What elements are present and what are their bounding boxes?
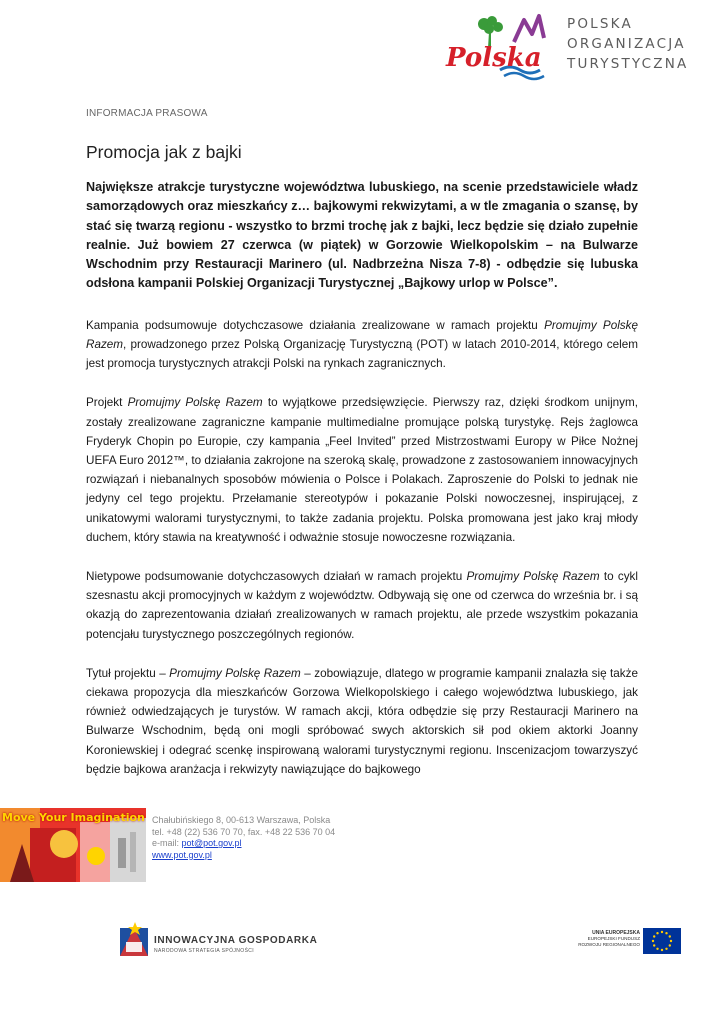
eu-flag-icon <box>643 928 681 954</box>
email-link[interactable]: pot@pot.gov.pl <box>181 838 242 848</box>
eu-fund-label <box>558 930 640 948</box>
article-body <box>86 178 638 799</box>
innovative-economy-subtitle: NARODOWA STRATEGIA SPÓJNOŚCI <box>154 948 255 954</box>
org-line: ORGANIZACJA <box>567 36 686 52</box>
phone-line: tel. +48 (22) 536 70 70, fax. +48 22 536 70 04 <box>152 826 336 837</box>
text-run: Nietypowe podsumowanie dotychczasowych działań w ramach projektu <box>86 570 467 584</box>
campaign-artwork <box>0 808 146 882</box>
text-run: to cykl szesnastu akcji promocyjnych w każdym z województw. Odbywają się one od czerwca do września br. i są okazją do zaprezentowania działań zrealizowanych w ramach projektu, ale przede wszystkim pokazania potencjału turystycznego poszczególnych regionów. <box>86 570 638 641</box>
website-link[interactable]: www.pot.gov.pl <box>152 849 212 860</box>
polska-logo <box>444 12 554 84</box>
mountain-icon <box>514 16 544 42</box>
project-name: Promujmy Polskę Razem <box>169 666 301 680</box>
website-line <box>152 850 335 862</box>
contact-block <box>152 815 335 861</box>
eu-line: UNIA EUROPEJSKA <box>592 930 640 936</box>
project-name: Promujmy Polskę Razem <box>466 570 600 584</box>
eu-line: EUROPEJSKI FUNDUSZ <box>587 936 640 941</box>
paragraph <box>86 664 638 779</box>
eu-line: ROZWOJU REGIONALNEGO <box>578 942 640 947</box>
innovative-economy-logo-icon <box>118 922 152 958</box>
paragraph <box>86 316 638 374</box>
paragraph <box>86 567 638 644</box>
project-name: Promujmy Polskę Razem <box>127 396 263 410</box>
text-run: to wyjątkowe przedsięwzięcie. Pierwszy raz, dzięki środkom unijnym, zostały zrealizowane zagraniczne kampanie multimedialne promujące polską turystykę. Rejs żaglowca Fryderyk Chopin po Europie, czy kampania „Feel Invited” przed Mistrzostwami Europy w Piłce Nożnej UEFA Euro 2012™, to działania zakrojone na szeroką skalę, prowadzone z zastosowaniem innowacyjnych rozwiązań i niebanalnych sposobów mówienia o Polsce i Polakach. Zaproszenie do Polski to jednak nie jedyny cel tego projektu. Przełamanie stereotypów i pokazanie Polski nowoczesnej, inspirującej, z unikatowymi walorami turystycznymi, to także zadania projektu. Polska promowana jest jako kraj młody duchem, który stawia na kreatywność i odważnie stosuje nowoczesne rozwiązania. <box>86 396 638 544</box>
text-run: , prowadzonego przez Polską Organizację Turystyczną (POT) w latach 2010-2014, którego celem jest promocja turystycznych atrakcji Polski na rynkach zagranicznych. <box>86 337 638 371</box>
text-run: Projekt <box>86 396 128 410</box>
artwork-title: Move Your Imagination <box>2 811 145 824</box>
organization-name <box>567 14 688 74</box>
innovative-economy-name: INNOWACYJNA GOSPODARKA <box>154 935 318 946</box>
lead-paragraph: Największe atrakcje turystyczne województwa lubuskiego, na scenie przedstawiciele władz samorządowych oraz mieszkańcy z… bajkowymi rekwizytami, a w tle zmagania o szansę, by stać się twarzą regionu - wszystko to brzmi trochę jak z bajki, lecz będzie się działo zupełnie realnie. Już bowiem 27 czerwca (w piątek) w Gorzowie Wielkopolskim – na Bulwarze Wschodnim przy Restauracji Marinero (ul. Nadbrzeżna Nisza 7-8) - odbędzie się lubuska odsłona kampanii Polskiej Organizacji Turystycznej „Bajkowy urlop w Polsce”. <box>86 180 638 291</box>
logo-wordmark: Polska <box>446 43 542 73</box>
press-release-label: INFORMACJA PRASOWA <box>86 108 208 119</box>
org-line: TURYSTYCZNA <box>567 56 689 72</box>
org-line: POLSKA <box>567 16 633 32</box>
page-title: Promocja jak z bajki <box>86 142 242 162</box>
address-line: Chałubińskiego 8, 00-613 Warszawa, Polska <box>152 815 331 825</box>
email-label: e-mail: <box>152 838 182 848</box>
project-name: Promujmy Polskę Razem <box>86 318 638 351</box>
text-run: Tytuł projektu – <box>86 666 170 680</box>
email-line <box>152 838 335 850</box>
paragraph <box>86 393 638 547</box>
text-run: – zobowiązuje, dlatego w programie kampanii znalazła się także ciekawa propozycja dla mieszkańców Gorzowa Wielkopolskiego i całego województwa lubuskiego, jak również odwiedzających je turystów. W ramach akcji, która odbędzie się przy Restauracji Marinero na Bulwarze Wschodnim, będą oni mogli spróbować swych aktorskich sił pod okiem aktorki Joanny Koroniewskiej i odegrać scenkę inspirowaną walorami turystycznymi regionu. Inscenizacjom towarzyszyć będzie bajkowa aranżacja i rekwizyty nawiązujące do bajkowego <box>86 666 638 776</box>
text-run: Kampania podsumowuje dotychczasowe działania zrealizowane w ramach projektu <box>86 318 545 332</box>
